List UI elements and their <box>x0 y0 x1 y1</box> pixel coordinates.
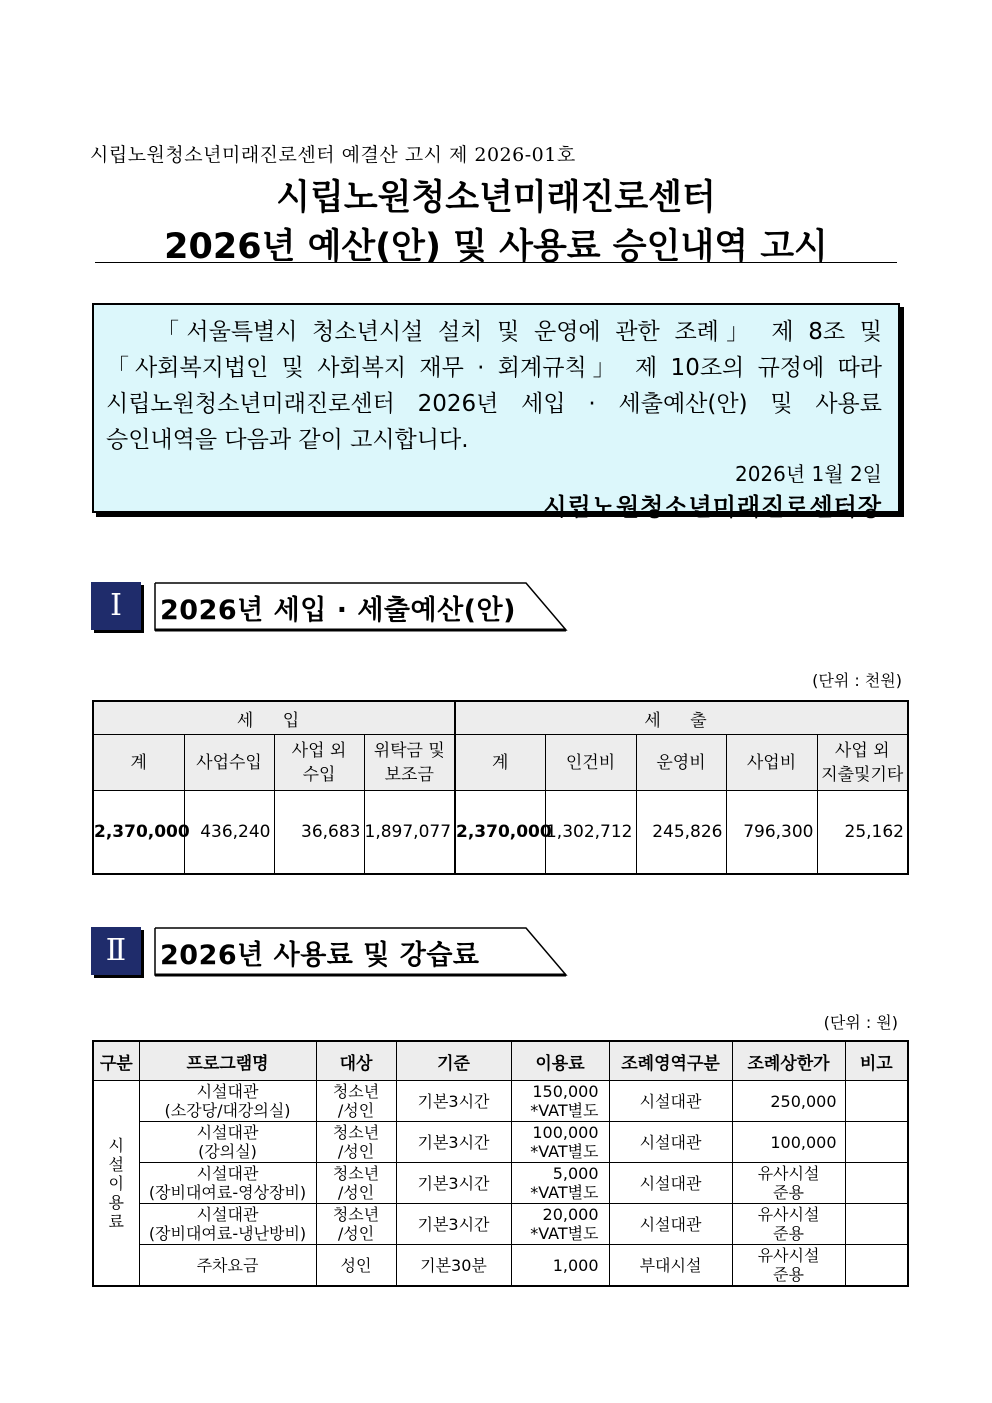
ordinance-limit: 유사시설 준용 <box>732 1245 845 1287</box>
basis: 기본3시간 <box>396 1122 511 1163</box>
col-program: 사업비 <box>726 735 817 791</box>
notice-number: 시립노원청소년미래진로센터 예결산 고시 제 2026-01호 <box>90 144 576 166</box>
value-revenue-total: 2,370,000 <box>93 791 184 875</box>
col-remarks: 비고 <box>845 1041 908 1081</box>
revenue-header: 세 입 <box>93 701 455 735</box>
col-fee: 이용료 <box>511 1041 609 1081</box>
fee-cell <box>511 1122 609 1163</box>
table-row <box>93 1163 908 1204</box>
fee-amount: 150,000 <box>532 1082 599 1101</box>
ordinance-limit: 100,000 <box>732 1122 845 1163</box>
basis: 기본30분 <box>396 1245 511 1287</box>
section2-unit: (단위 : 원) <box>823 1013 898 1032</box>
value-non-business-income: 36,683 <box>274 791 364 875</box>
table-row <box>93 791 908 875</box>
value-subsidy: 1,897,077 <box>364 791 455 875</box>
table-row <box>93 1122 908 1163</box>
page-title-line2: 2026년 예산(안) 및 사용료 승인내역 고시 <box>164 227 828 267</box>
col-revenue-total: 계 <box>93 735 184 791</box>
notice-line-2: 「사회복지법인 및 사회복지 재무 · 회계규칙」 제 10조의 규정에 따라 <box>106 355 882 381</box>
fee-note: *VAT별도 <box>530 1224 599 1243</box>
table-row <box>93 1245 908 1287</box>
col-program-name: 프로그램명 <box>139 1041 316 1081</box>
fee-table <box>92 1040 909 1287</box>
fee-note: *VAT별도 <box>530 1183 599 1202</box>
fee-amount: 5,000 <box>552 1164 599 1183</box>
fee-amount: 1,000 <box>552 1255 599 1275</box>
fee-cell <box>511 1163 609 1204</box>
section1-heading-tab <box>154 582 568 630</box>
fee-amount: 20,000 <box>542 1205 599 1224</box>
value-operating: 245,826 <box>636 791 726 875</box>
section1-unit: (단위 : 천원) <box>812 671 902 690</box>
remarks <box>845 1245 908 1287</box>
ordinance-area: 시설대관 <box>609 1204 732 1245</box>
value-expense-total: 2,370,000 <box>455 791 545 875</box>
remarks <box>845 1204 908 1245</box>
page-title-line1: 시립노원청소년미래진로센터 <box>276 178 716 218</box>
basis: 기본3시간 <box>396 1081 511 1122</box>
fee-cell <box>511 1245 609 1287</box>
section2-number-badge: Ⅱ <box>91 927 141 975</box>
col-non-business-income: 사업 외 수입 <box>274 735 364 791</box>
expense-header: 세 출 <box>455 701 908 735</box>
fee-column-headers <box>93 1041 908 1081</box>
col-personnel: 인건비 <box>545 735 636 791</box>
program-name: 시설대관 (장비대여료-영상장비) <box>139 1163 316 1204</box>
remarks <box>845 1163 908 1204</box>
ordinance-area: 시설대관 <box>609 1163 732 1204</box>
fee-cell <box>511 1204 609 1245</box>
fee-cell <box>511 1081 609 1122</box>
col-basis: 기준 <box>396 1041 511 1081</box>
notice-box <box>92 303 900 521</box>
col-operating: 운영비 <box>636 735 726 791</box>
value-program: 796,300 <box>726 791 817 875</box>
basis: 기본3시간 <box>396 1204 511 1245</box>
notice-line-4: 승인내역을 다음과 같이 고시합니다. <box>106 427 469 453</box>
target: 청소년 /성인 <box>316 1204 396 1245</box>
target: 청소년 /성인 <box>316 1081 396 1122</box>
section2-heading-tab <box>154 927 568 975</box>
col-expense-total: 계 <box>455 735 545 791</box>
table-row <box>93 1204 908 1245</box>
col-subsidy: 위탁금 및 보조금 <box>364 735 455 791</box>
fee-note: *VAT별도 <box>530 1101 599 1120</box>
ordinance-area: 시설대관 <box>609 1081 732 1122</box>
notice-line-3: 시립노원청소년미래진로센터 2026년 세입 · 세출예산(안) 및 사용료 <box>106 391 882 417</box>
fee-amount: 100,000 <box>532 1123 599 1142</box>
target: 성인 <box>316 1245 396 1287</box>
value-personnel: 1,302,712 <box>545 791 636 875</box>
section1-title: 2026년 세입 · 세출예산(안) <box>160 595 516 626</box>
basis: 기본3시간 <box>396 1163 511 1204</box>
budget-table <box>92 700 909 875</box>
title-underline <box>95 262 897 263</box>
section2-title: 2026년 사용료 및 강습료 <box>160 940 480 971</box>
ordinance-area: 부대시설 <box>609 1245 732 1287</box>
notice-signature: 시립노원청소년미래진로센터장 <box>543 493 882 521</box>
target: 청소년 /성인 <box>316 1122 396 1163</box>
value-other-expense: 25,162 <box>817 791 908 875</box>
ordinance-limit: 유사시설 준용 <box>732 1204 845 1245</box>
program-name: 주차요금 <box>139 1245 316 1287</box>
value-business-income: 436,240 <box>184 791 274 875</box>
target: 청소년 /성인 <box>316 1163 396 1204</box>
ordinance-area: 시설대관 <box>609 1122 732 1163</box>
col-ordinance-limit: 조례상한가 <box>732 1041 845 1081</box>
remarks <box>845 1122 908 1163</box>
col-category: 구분 <box>93 1041 139 1081</box>
program-name: 시설대관 (강의실) <box>139 1122 316 1163</box>
notice-date: 2026년 1월 2일 <box>734 462 882 486</box>
program-name: 시설대관 (장비대여료-냉난방비) <box>139 1204 316 1245</box>
col-target: 대상 <box>316 1041 396 1081</box>
ordinance-limit: 유사시설 준용 <box>732 1163 845 1204</box>
program-name: 시설대관 (소강당/대강의실) <box>139 1081 316 1122</box>
table-row <box>93 1081 908 1122</box>
col-ordinance-area: 조례영역구분 <box>609 1041 732 1081</box>
ordinance-limit: 250,000 <box>732 1081 845 1122</box>
col-business-income: 사업수입 <box>184 735 274 791</box>
section1-number-badge: Ⅰ <box>91 582 141 630</box>
notice-line-1: 「서울특별시 청소년시설 설치 및 운영에 관한 조례」 제 8조 및 <box>156 319 882 345</box>
category-cell: 시 설 이 용 료 <box>93 1081 139 1287</box>
fee-note: *VAT별도 <box>530 1142 599 1161</box>
budget-column-headers <box>93 735 908 791</box>
remarks <box>845 1081 908 1122</box>
col-other-expense: 사업 외 지출및기타 <box>817 735 908 791</box>
